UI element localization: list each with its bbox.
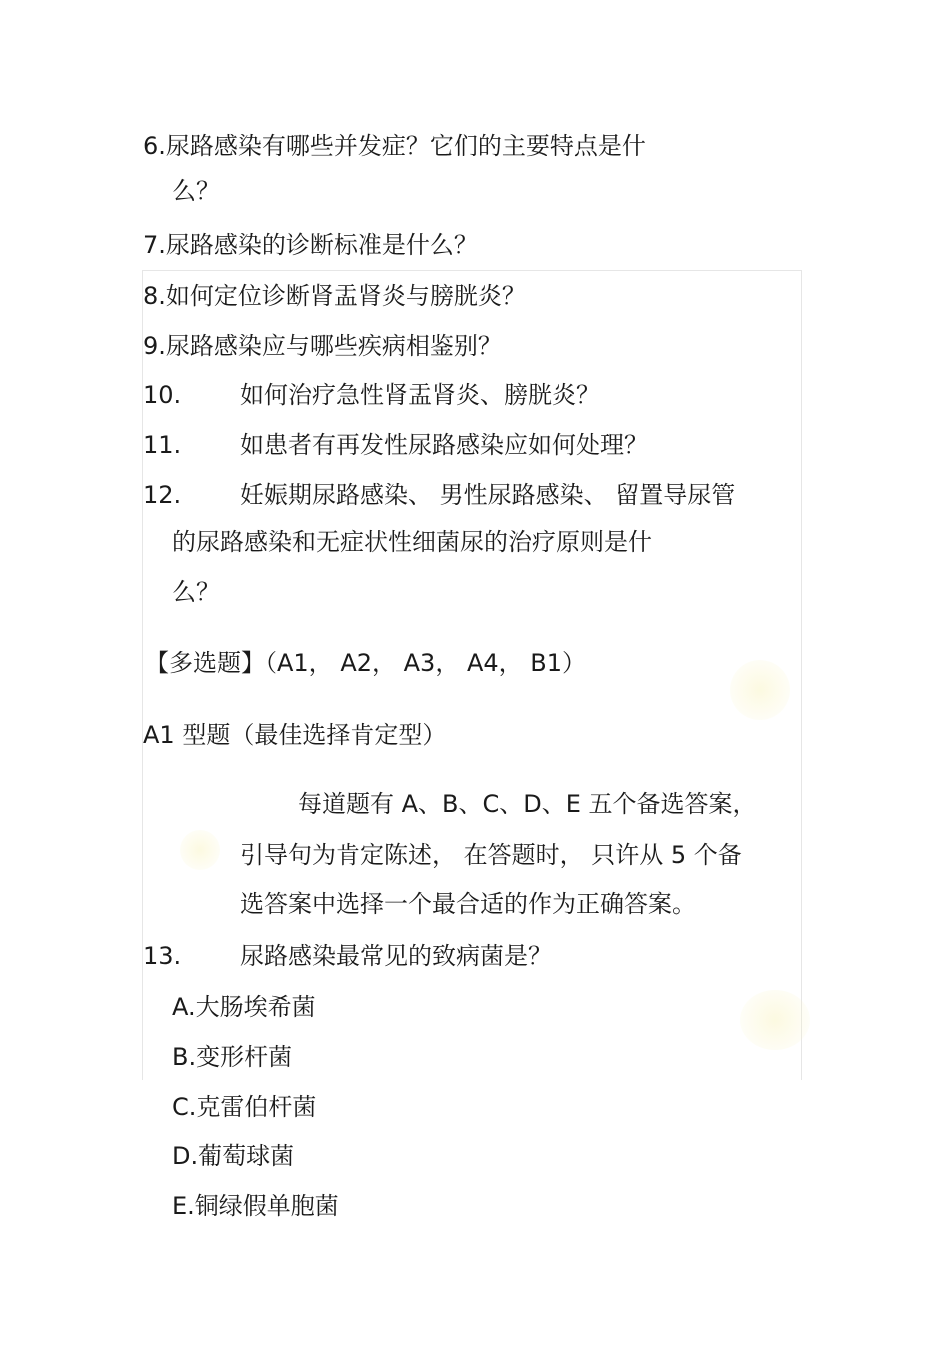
question-number: 6.	[143, 132, 166, 160]
question-number: 9.	[143, 332, 166, 360]
question-text: 尿路感染最常见的致病菌是？	[240, 942, 552, 970]
option-text: 铜绿假单胞菌	[194, 1192, 339, 1220]
question-number: 13.	[143, 942, 182, 970]
question-9	[143, 331, 502, 361]
option-letter: E.	[172, 1192, 195, 1220]
question-8	[143, 281, 526, 311]
instructions-line: 每道题有 A、B、C、D、E 五个备选答案，	[298, 790, 757, 818]
option-text: 葡萄球菌	[198, 1142, 295, 1170]
question-12	[143, 480, 735, 510]
question-7	[143, 230, 478, 260]
option-text: 变形杆菌	[196, 1043, 293, 1071]
question-12-continuation: 么？	[172, 578, 220, 606]
subsection-heading: A1 型题（最佳选择肯定型）	[143, 721, 447, 749]
section-heading: 【多选题】（A1， A2， A3， A4， B1）	[145, 649, 586, 677]
question-10	[143, 380, 600, 410]
option-d	[172, 1141, 294, 1171]
question-number: 12.	[143, 481, 182, 509]
question-text: 如患者有再发性尿路感染应如何处理？	[240, 431, 648, 459]
question-13	[143, 941, 552, 971]
option-text: 克雷伯杆菌	[196, 1093, 317, 1121]
question-text: 尿路感染应与哪些疾病相鉴别？	[165, 332, 502, 360]
option-text: 大肠埃希菌	[195, 993, 316, 1021]
question-number: 11.	[143, 431, 182, 459]
question-6-continuation: 么？	[172, 177, 220, 205]
option-letter: B.	[172, 1043, 197, 1071]
question-6	[143, 131, 646, 161]
question-text: 尿路感染有哪些并发症？它们的主要特点是什	[165, 132, 646, 160]
question-number: 10.	[143, 381, 182, 409]
option-letter: D.	[172, 1142, 199, 1170]
question-text: 尿路感染的诊断标准是什么？	[165, 231, 478, 259]
option-a	[172, 992, 316, 1022]
option-letter: A.	[172, 993, 196, 1021]
option-e	[172, 1191, 339, 1221]
instructions-line: 选答案中选择一个最合适的作为正确答案。	[240, 890, 696, 918]
option-letter: C.	[172, 1093, 197, 1121]
question-number: 7.	[143, 231, 166, 259]
question-number: 8.	[143, 282, 166, 310]
question-text: 妊娠期尿路感染、 男性尿路感染、 留置导尿管	[240, 481, 736, 509]
option-c	[172, 1092, 316, 1122]
question-text: 如何治疗急性肾盂肾炎、膀胱炎？	[240, 381, 600, 409]
question-text: 如何定位诊断肾盂肾炎与膀胱炎？	[165, 282, 526, 310]
question-11	[143, 430, 648, 460]
instructions-line: 引导句为肯定陈述， 在答题时， 只许从 5 个备	[240, 841, 742, 869]
option-b	[172, 1042, 292, 1072]
question-12-continuation: 的尿路感染和无症状性细菌尿的治疗原则是什	[172, 528, 652, 556]
